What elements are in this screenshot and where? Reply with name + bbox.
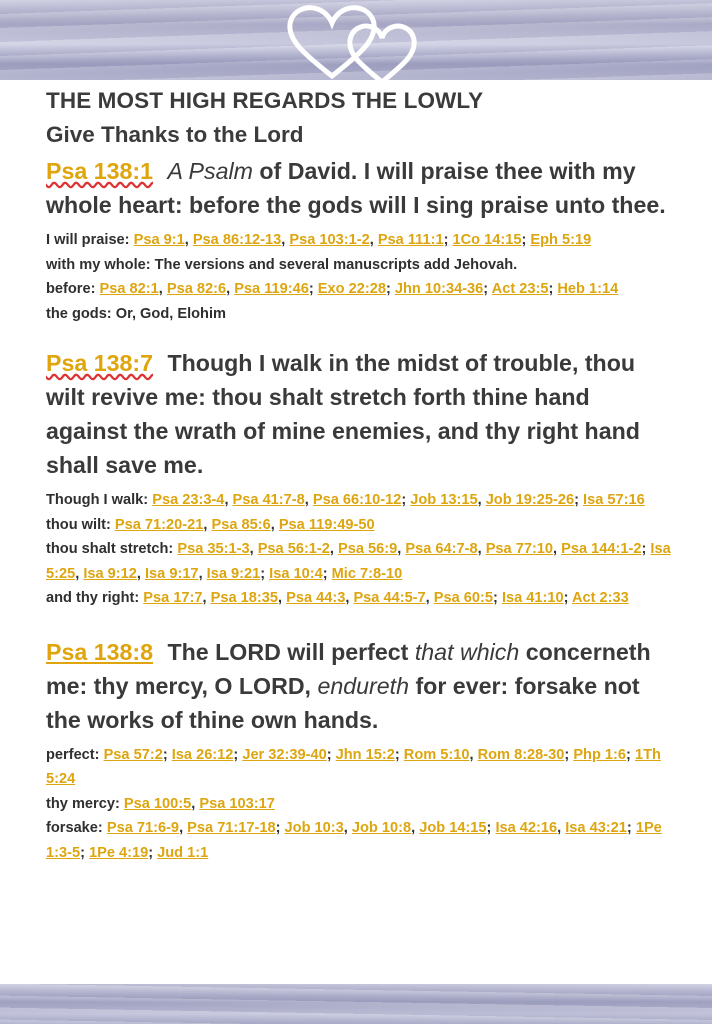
cross-reference-link[interactable]: Eph 5:19 bbox=[530, 232, 592, 248]
note-label: thou shalt stretch: bbox=[46, 541, 178, 557]
cross-reference-link[interactable]: Heb 1:14 bbox=[557, 281, 619, 297]
verse-block bbox=[46, 635, 672, 866]
two-hearts-icon bbox=[284, 2, 424, 84]
note-line: thou wilt: Psa 71:20-21, Psa 85:6, Psa 119:49-50 bbox=[46, 516, 375, 533]
cross-reference-link[interactable]: Jud 1:1 bbox=[157, 844, 209, 861]
note-line bbox=[46, 253, 672, 278]
cross-reference-link[interactable]: Psa 60:5 bbox=[433, 590, 494, 606]
cross-reference-link[interactable]: 1Th 5:24 bbox=[46, 746, 661, 787]
note-line: and thy right: Psa 17:7, Psa 18:35, Psa 44:3, Psa 44:5-7, Psa 60:5; Isa 41:10; Act 2:33 bbox=[46, 590, 629, 606]
cross-reference-link[interactable]: Psa 103:1-2 bbox=[289, 232, 370, 248]
main-content bbox=[46, 84, 672, 865]
cross-reference-link[interactable]: Psa 56:9 bbox=[338, 541, 398, 557]
note-label: perfect: bbox=[46, 746, 104, 763]
verse-text bbox=[46, 346, 672, 482]
bottom-decorative-band bbox=[0, 984, 712, 1024]
cross-reference-link[interactable]: Psa 41:7-8 bbox=[232, 492, 305, 508]
note-line: thy mercy: Psa 100:5, Psa 103:17 bbox=[46, 795, 275, 812]
cross-reference-link[interactable]: Psa 66:10-12 bbox=[312, 492, 402, 508]
cross-reference-link[interactable]: Psa 44:3 bbox=[286, 590, 346, 606]
cross-reference-link[interactable]: Psa 18:35 bbox=[210, 590, 278, 606]
cross-reference-link[interactable]: Psa 85:6 bbox=[211, 516, 271, 533]
note-line: perfect: Psa 57:2; Isa 26:12; Jer 32:39-40; Jhn 15:2; Rom 5:10, Rom 8:28-30; Php 1:6; 1Th 5:24 bbox=[46, 746, 661, 787]
verse-text-part: Though I walk in the midst of trouble, thou wilt revive me: thou shalt stretch forth thine hand against the wrath of mine enemies, and thy right hand shall save me. bbox=[46, 350, 640, 478]
verse-text-italic: A Psalm bbox=[167, 158, 253, 184]
cross-reference-link[interactable]: Psa 86:12-13 bbox=[192, 232, 282, 248]
verse-text bbox=[46, 635, 672, 737]
note-label: forsake: bbox=[46, 820, 107, 836]
note-label: and thy right: bbox=[46, 590, 144, 606]
note-line: I will praise: Psa 9:1, Psa 86:12-13, Psa 103:1-2, Psa 111:1; 1Co 14:15; Eph 5:19 bbox=[46, 232, 592, 248]
cross-reference-link[interactable]: Psa 44:5-7 bbox=[353, 590, 426, 606]
cross-reference-notes bbox=[46, 743, 672, 866]
verse-text-part: of David. I will praise thee with my whole heart: before the gods will I sing praise unto thee. bbox=[46, 158, 666, 218]
cross-reference-link[interactable]: Exo 22:28 bbox=[317, 281, 386, 297]
cross-reference-link[interactable]: Psa 71:6-9 bbox=[106, 820, 180, 836]
cross-reference-link[interactable]: Psa 71:17-18 bbox=[187, 820, 276, 836]
cross-reference-link[interactable]: Psa 71:20-21 bbox=[114, 516, 204, 533]
cross-reference-link[interactable]: Isa 9:17 bbox=[145, 565, 199, 582]
cross-reference-link[interactable]: Psa 100:5 bbox=[123, 795, 192, 812]
cross-reference-link[interactable]: Jhn 15:2 bbox=[335, 746, 395, 763]
note-label: thy mercy: bbox=[46, 795, 124, 812]
cross-reference-link[interactable]: Rom 8:28-30 bbox=[477, 746, 565, 763]
cross-reference-link[interactable]: Act 2:33 bbox=[571, 590, 629, 606]
cross-reference-link[interactable]: Jhn 10:34-36 bbox=[394, 281, 484, 297]
cross-reference-link[interactable]: 1Pe 1:3-5 bbox=[46, 820, 662, 861]
cross-reference-link[interactable]: 1Co 14:15 bbox=[452, 232, 522, 248]
note-label: with my whole: The versions and several manuscripts add Jehovah. bbox=[46, 256, 518, 273]
cross-reference-link[interactable]: Isa 9:12 bbox=[83, 565, 137, 582]
cross-reference-link[interactable]: Isa 9:21 bbox=[206, 565, 261, 582]
cross-reference-link[interactable]: Isa 43:21 bbox=[565, 820, 627, 836]
cross-reference-link[interactable]: Isa 26:12 bbox=[171, 746, 234, 763]
cross-reference-link[interactable]: Psa 17:7 bbox=[143, 590, 203, 606]
cross-reference-notes bbox=[46, 228, 672, 326]
cross-reference-link[interactable]: Psa 35:1-3 bbox=[177, 541, 250, 557]
cross-reference-link[interactable]: Php 1:6 bbox=[573, 746, 627, 763]
cross-reference-link[interactable]: Isa 42:16 bbox=[495, 820, 558, 836]
cross-reference-link[interactable]: Psa 144:1-2 bbox=[561, 541, 642, 557]
cross-reference-link[interactable]: Psa 64:7-8 bbox=[405, 541, 478, 557]
cross-reference-link[interactable]: Psa 111:1 bbox=[377, 232, 444, 248]
note-line: Though I walk: Psa 23:3-4, Psa 41:7-8, Psa 66:10-12; Job 13:15, Job 19:25-26; Isa 57:16 bbox=[46, 492, 645, 508]
cross-reference-link[interactable]: Isa 5:25 bbox=[46, 541, 671, 582]
cross-reference-link[interactable]: Psa 23:3-4 bbox=[152, 492, 225, 508]
note-label: Though I walk: bbox=[46, 492, 153, 508]
cross-reference-link[interactable]: Psa 56:1-2 bbox=[257, 541, 330, 557]
cross-reference-link[interactable]: Psa 119:49-50 bbox=[278, 516, 375, 533]
cross-reference-link[interactable]: Psa 82:1 bbox=[99, 281, 159, 297]
note-label: thou wilt: bbox=[46, 516, 115, 533]
verse-text-italic: endureth bbox=[317, 672, 409, 699]
verse-text-italic: that which bbox=[414, 638, 520, 665]
verse-text bbox=[46, 154, 672, 222]
cross-reference-link[interactable]: Isa 57:16 bbox=[583, 492, 645, 508]
note-line bbox=[46, 302, 672, 327]
verse-reference-link[interactable]: Psa 138:1 bbox=[46, 158, 154, 184]
cross-reference-link[interactable]: Job 13:15 bbox=[410, 492, 478, 508]
note-line: before: Psa 82:1, Psa 82:6, Psa 119:46; Exo 22:28; Jhn 10:34-36; Act 23:5; Heb 1:14 bbox=[46, 281, 619, 297]
note-line: thou shalt stretch: Psa 35:1-3, Psa 56:1-2, Psa 56:9, Psa 64:7-8, Psa 77:10, Psa 144:1-2; Isa 5:25, Isa 9:12, Isa 9:17, Isa 9:21; Isa 10:4; Mic 7:8-10 bbox=[46, 541, 671, 582]
note-line: forsake: Psa 71:6-9, Psa 71:17-18; Job 10:3, Job 10:8, Job 14:15; Isa 42:16, Isa 43:21; 1Pe 1:3-5; 1Pe 4:19; Jud 1:1 bbox=[46, 820, 662, 861]
cross-reference-link[interactable]: Rom 5:10 bbox=[403, 746, 470, 763]
cross-reference-link[interactable]: Psa 57:2 bbox=[103, 746, 163, 763]
cross-reference-link[interactable]: Act 23:5 bbox=[491, 281, 549, 297]
cross-reference-link[interactable]: Job 10:3 bbox=[284, 820, 344, 836]
cross-reference-link[interactable]: Jer 32:39-40 bbox=[242, 746, 327, 763]
note-label: I will praise: bbox=[46, 232, 134, 248]
cross-reference-link[interactable]: Psa 103:17 bbox=[199, 795, 275, 812]
verse-block bbox=[46, 346, 672, 611]
cross-reference-link[interactable]: Job 10:8 bbox=[351, 820, 412, 836]
cross-reference-link[interactable]: Job 19:25-26 bbox=[485, 492, 575, 508]
verse-text-part: for ever: forsake not the works of thine own hands. bbox=[46, 672, 640, 733]
cross-reference-notes bbox=[46, 488, 672, 611]
cross-reference-link[interactable]: Isa 10:4 bbox=[269, 565, 323, 582]
cross-reference-link[interactable]: Psa 82:6 bbox=[166, 281, 227, 297]
cross-reference-link[interactable]: Isa 41:10 bbox=[501, 590, 564, 606]
page-subtitle: Give Thanks to the Lord bbox=[46, 122, 304, 147]
cross-reference-link[interactable]: Psa 119:46 bbox=[234, 281, 309, 297]
note-label: the gods: Or, God, Elohim bbox=[46, 305, 226, 322]
note-label: before: bbox=[46, 281, 100, 297]
verse-block bbox=[46, 154, 672, 326]
verse-reference-link[interactable]: Psa 138:7 bbox=[46, 350, 154, 376]
verse-text-part: The LORD will perfect bbox=[167, 638, 415, 665]
cross-reference-link[interactable]: 1Pe 4:19 bbox=[89, 844, 149, 861]
cross-reference-link[interactable]: Job 14:15 bbox=[419, 820, 487, 836]
verse-reference-link[interactable]: Psa 138:8 bbox=[46, 638, 154, 665]
cross-reference-link[interactable]: Psa 77:10 bbox=[485, 541, 554, 557]
cross-reference-link[interactable]: Psa 9:1 bbox=[133, 232, 185, 248]
cross-reference-link[interactable]: Mic 7:8-10 bbox=[331, 565, 403, 582]
verse-text-part: concerneth me: thy mercy, O LORD, bbox=[46, 638, 651, 699]
page-title: THE MOST HIGH REGARDS THE LOWLY bbox=[46, 88, 484, 113]
